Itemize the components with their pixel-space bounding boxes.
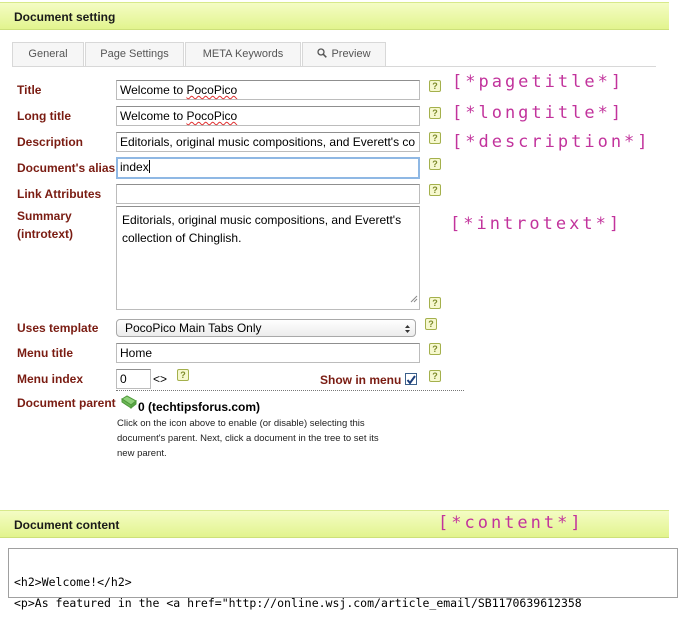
- menu-title-label: Menu title: [17, 346, 73, 360]
- parent-hint-line1: Click on the icon above to enable (or disable) selecting this: [117, 418, 365, 429]
- menu-index-arrows[interactable]: <>: [153, 372, 168, 386]
- parent-hint-line3: new parent.: [117, 448, 167, 459]
- long-title-value-misspelled: PocoPico: [186, 109, 238, 123]
- show-in-menu-help-icon[interactable]: ?: [429, 370, 441, 382]
- link-attributes-help-icon[interactable]: ?: [429, 184, 441, 196]
- title-help-icon[interactable]: ?: [429, 80, 441, 92]
- menu-index-label: Menu index: [17, 372, 84, 386]
- template-select[interactable]: [116, 319, 416, 337]
- menu-index-field[interactable]: 0: [116, 369, 151, 389]
- template-select-value: PocoPico Main Tabs Only: [125, 321, 262, 335]
- alias-help-icon[interactable]: ?: [429, 158, 441, 170]
- content-editor[interactable]: [8, 548, 678, 610]
- long-title-value-text: Welcome to: [120, 109, 187, 123]
- alias-field[interactable]: [116, 157, 420, 179]
- menu-divider: [116, 390, 464, 391]
- checkmark-icon: [406, 375, 416, 385]
- document-parent-label: Document parent: [17, 396, 116, 410]
- tab-meta-keywords[interactable]: [185, 42, 301, 66]
- document-parent-value: 0 (techtipsforus.com): [138, 400, 261, 414]
- summary-label: Summary: [17, 209, 72, 223]
- title-field[interactable]: [116, 80, 420, 100]
- parent-hint-line2: document's parent. Next, click a document in the tree to set its: [117, 433, 379, 444]
- summary-text: Editorials, original music compositions, and Everett's collection of Chinglish.: [122, 213, 402, 245]
- tab-preview[interactable]: [302, 42, 386, 66]
- content-line-1: <h2>Welcome!</h2>: [14, 575, 132, 589]
- alias-label: Document's alias: [17, 161, 116, 175]
- description-help-icon[interactable]: ?: [429, 132, 441, 144]
- tab-general-label: General: [28, 48, 68, 60]
- tab-page-settings-label: Page Settings: [100, 48, 169, 60]
- document-setting-header: [0, 2, 669, 30]
- tab-page-settings[interactable]: [85, 42, 184, 66]
- document-content-title: Document content: [14, 518, 120, 532]
- description-field[interactable]: Editorials, original music compositions, and Everett's co: [116, 132, 420, 152]
- tab-general[interactable]: [12, 42, 84, 66]
- resize-grip-icon[interactable]: [410, 290, 418, 308]
- alias-value: index: [120, 160, 149, 174]
- link-attributes-label: Link Attributes: [17, 187, 102, 201]
- template-help-icon[interactable]: ?: [425, 318, 437, 330]
- select-arrows-icon-graphic: [404, 323, 411, 337]
- magnifier-icon: [317, 44, 327, 66]
- tab-divider: [12, 66, 656, 67]
- uses-template-label: Uses template: [17, 321, 99, 335]
- tab-meta-keywords-label: META Keywords: [202, 48, 284, 60]
- summary-help-icon[interactable]: ?: [429, 297, 441, 309]
- introtext-label: (introtext): [17, 227, 73, 241]
- description-tag: [*description*]: [452, 132, 651, 152]
- title-value-text: Welcome to: [120, 83, 187, 97]
- title-value-misspelled: PocoPico: [186, 83, 238, 97]
- description-label: Description: [17, 135, 84, 149]
- longtitle-tag: [*longtitle*]: [452, 103, 625, 123]
- introtext-tag: [*introtext*]: [450, 214, 623, 234]
- menu-title-help-icon[interactable]: ?: [429, 343, 441, 355]
- long-title-label: Long title: [17, 109, 71, 123]
- link-attributes-field[interactable]: [116, 184, 420, 204]
- content-tag: [*content*]: [438, 513, 584, 533]
- long-title-help-icon[interactable]: ?: [429, 107, 441, 119]
- pagetitle-tag: [*pagetitle*]: [452, 72, 625, 92]
- show-in-menu-checkbox[interactable]: [405, 373, 417, 385]
- content-line-2: <p>As featured in the <a href="http://online.wsj.com/article_email/SB1170639612358: [14, 596, 582, 610]
- title-label: Title: [17, 83, 42, 97]
- long-title-field[interactable]: [116, 106, 420, 126]
- menu-index-help-icon[interactable]: ?: [177, 369, 189, 381]
- text-caret: [149, 160, 150, 173]
- summary-textarea[interactable]: [116, 206, 420, 310]
- folder-icon[interactable]: [121, 395, 137, 412]
- menu-title-field[interactable]: Home: [116, 343, 420, 363]
- tab-preview-label: Preview: [331, 48, 371, 60]
- document-setting-title: Document setting: [14, 10, 116, 24]
- show-in-menu-label: Show in menu: [320, 373, 402, 387]
